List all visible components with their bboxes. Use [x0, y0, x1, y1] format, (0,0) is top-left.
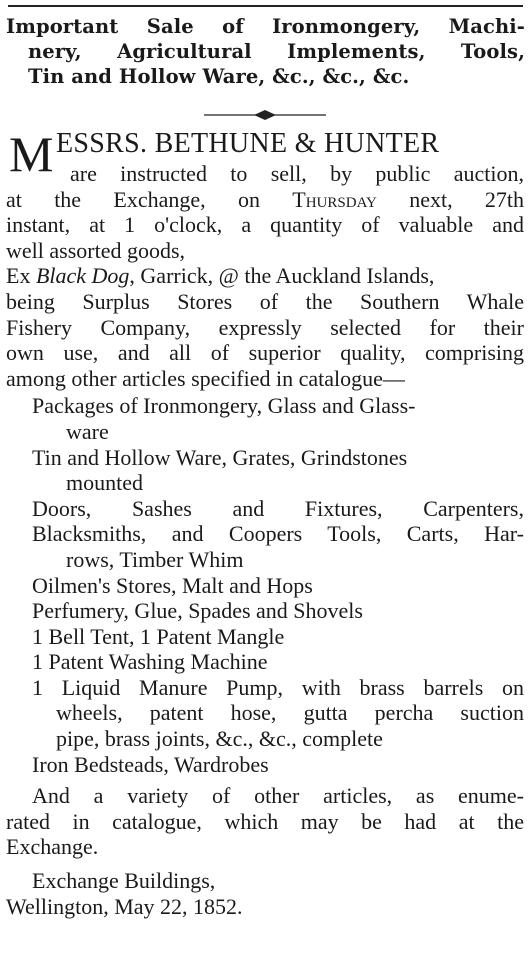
goods-item-line: 1 Liquid Manure Pump, with brass barrels on	[32, 674, 524, 700]
goods-item-line: Perfumery, Glue, Spades and Shovels	[32, 598, 363, 624]
description-line: Fishery Company, expressly selected for their	[6, 314, 524, 340]
ship-details: , Garrick, @ the Auckland Islands,	[129, 263, 435, 289]
goods-item-line: Doors, Sashes and Fixtures, Carpenters,	[32, 495, 524, 521]
ornament-divider-icon	[204, 109, 326, 121]
intro-line: are instructed to sell, by public auction,	[70, 161, 524, 186]
notice-body	[6, 127, 524, 919]
goods-item	[6, 675, 524, 752]
ship-line	[6, 263, 524, 289]
goods-item-line: pipe, brass joints, &c., &c., complete	[56, 726, 383, 752]
intro-line: instant, at 1 o'clock, a quantity of valuable and	[6, 212, 524, 238]
description-line: among other articles specified in catalogue—	[6, 365, 405, 391]
closing-line: And a variety of other articles, as enume-	[32, 783, 524, 809]
ship-prefix: Ex	[6, 263, 36, 289]
goods-item	[6, 598, 524, 624]
headline	[6, 14, 525, 89]
top-rule	[8, 5, 523, 7]
goods-item-line: wheels, patent hose, gutta percha suction	[56, 700, 524, 726]
goods-item-line: mounted	[66, 470, 143, 496]
headline-line: Tin and Hollow Ware, &c., &c., &c.	[28, 65, 410, 88]
drop-cap: M	[9, 126, 54, 182]
goods-item	[6, 752, 524, 778]
goods-item-line: 1 Patent Washing Machine	[32, 649, 268, 675]
goods-item-line: ware	[66, 418, 109, 444]
firm-name: ESSRS. BETHUNE & HUNTER	[56, 128, 440, 159]
goods-item	[6, 649, 524, 675]
goods-item	[6, 393, 524, 444]
goods-item	[6, 573, 524, 599]
intro-fragment: next, 27th	[409, 186, 524, 212]
goods-item-line: Iron Bedsteads, Wardrobes	[32, 751, 269, 777]
goods-item	[6, 496, 524, 573]
goods-item-line: Packages of Ironmongery, Glass and Glass-	[32, 393, 416, 419]
signature-block	[6, 868, 524, 919]
closing-line: rated in catalogue, which may be had at the	[6, 808, 524, 834]
headline-line: nery, Agricultural Implements, Tools,	[28, 40, 525, 63]
headline-line: Important Sale of Ironmongery, Machi-	[6, 15, 525, 38]
goods-item	[6, 445, 524, 496]
goods-item-line: Blacksmiths, and Coopers Tools, Carts, Har-	[32, 521, 524, 547]
ship-name: Black Dog	[35, 263, 130, 289]
description-line: own use, and all of superior quality, comprising	[6, 340, 524, 366]
goods-list	[6, 393, 524, 777]
goods-item-line: Tin and Hollow Ware, Grates, Grindstones	[32, 444, 408, 470]
sale-day: Thursday	[292, 186, 377, 212]
intro-line	[6, 187, 524, 213]
intro-line: well assorted goods,	[6, 237, 186, 263]
description-line: being Surplus Stores of the Southern Whale	[6, 288, 524, 314]
goods-item-line: 1 Bell Tent, 1 Patent Mangle	[32, 623, 285, 649]
intro-fragment: at the Exchange, on	[6, 186, 260, 212]
signature-date: Wellington, May 22, 1852.	[6, 893, 243, 919]
goods-item-line: rows, Timber Whim	[66, 546, 244, 572]
signature-place: Exchange Buildings,	[32, 868, 216, 894]
closing-line: Exchange.	[6, 834, 99, 860]
goods-item	[6, 624, 524, 650]
goods-item-line: Oilmen's Stores, Malt and Hops	[32, 572, 313, 598]
